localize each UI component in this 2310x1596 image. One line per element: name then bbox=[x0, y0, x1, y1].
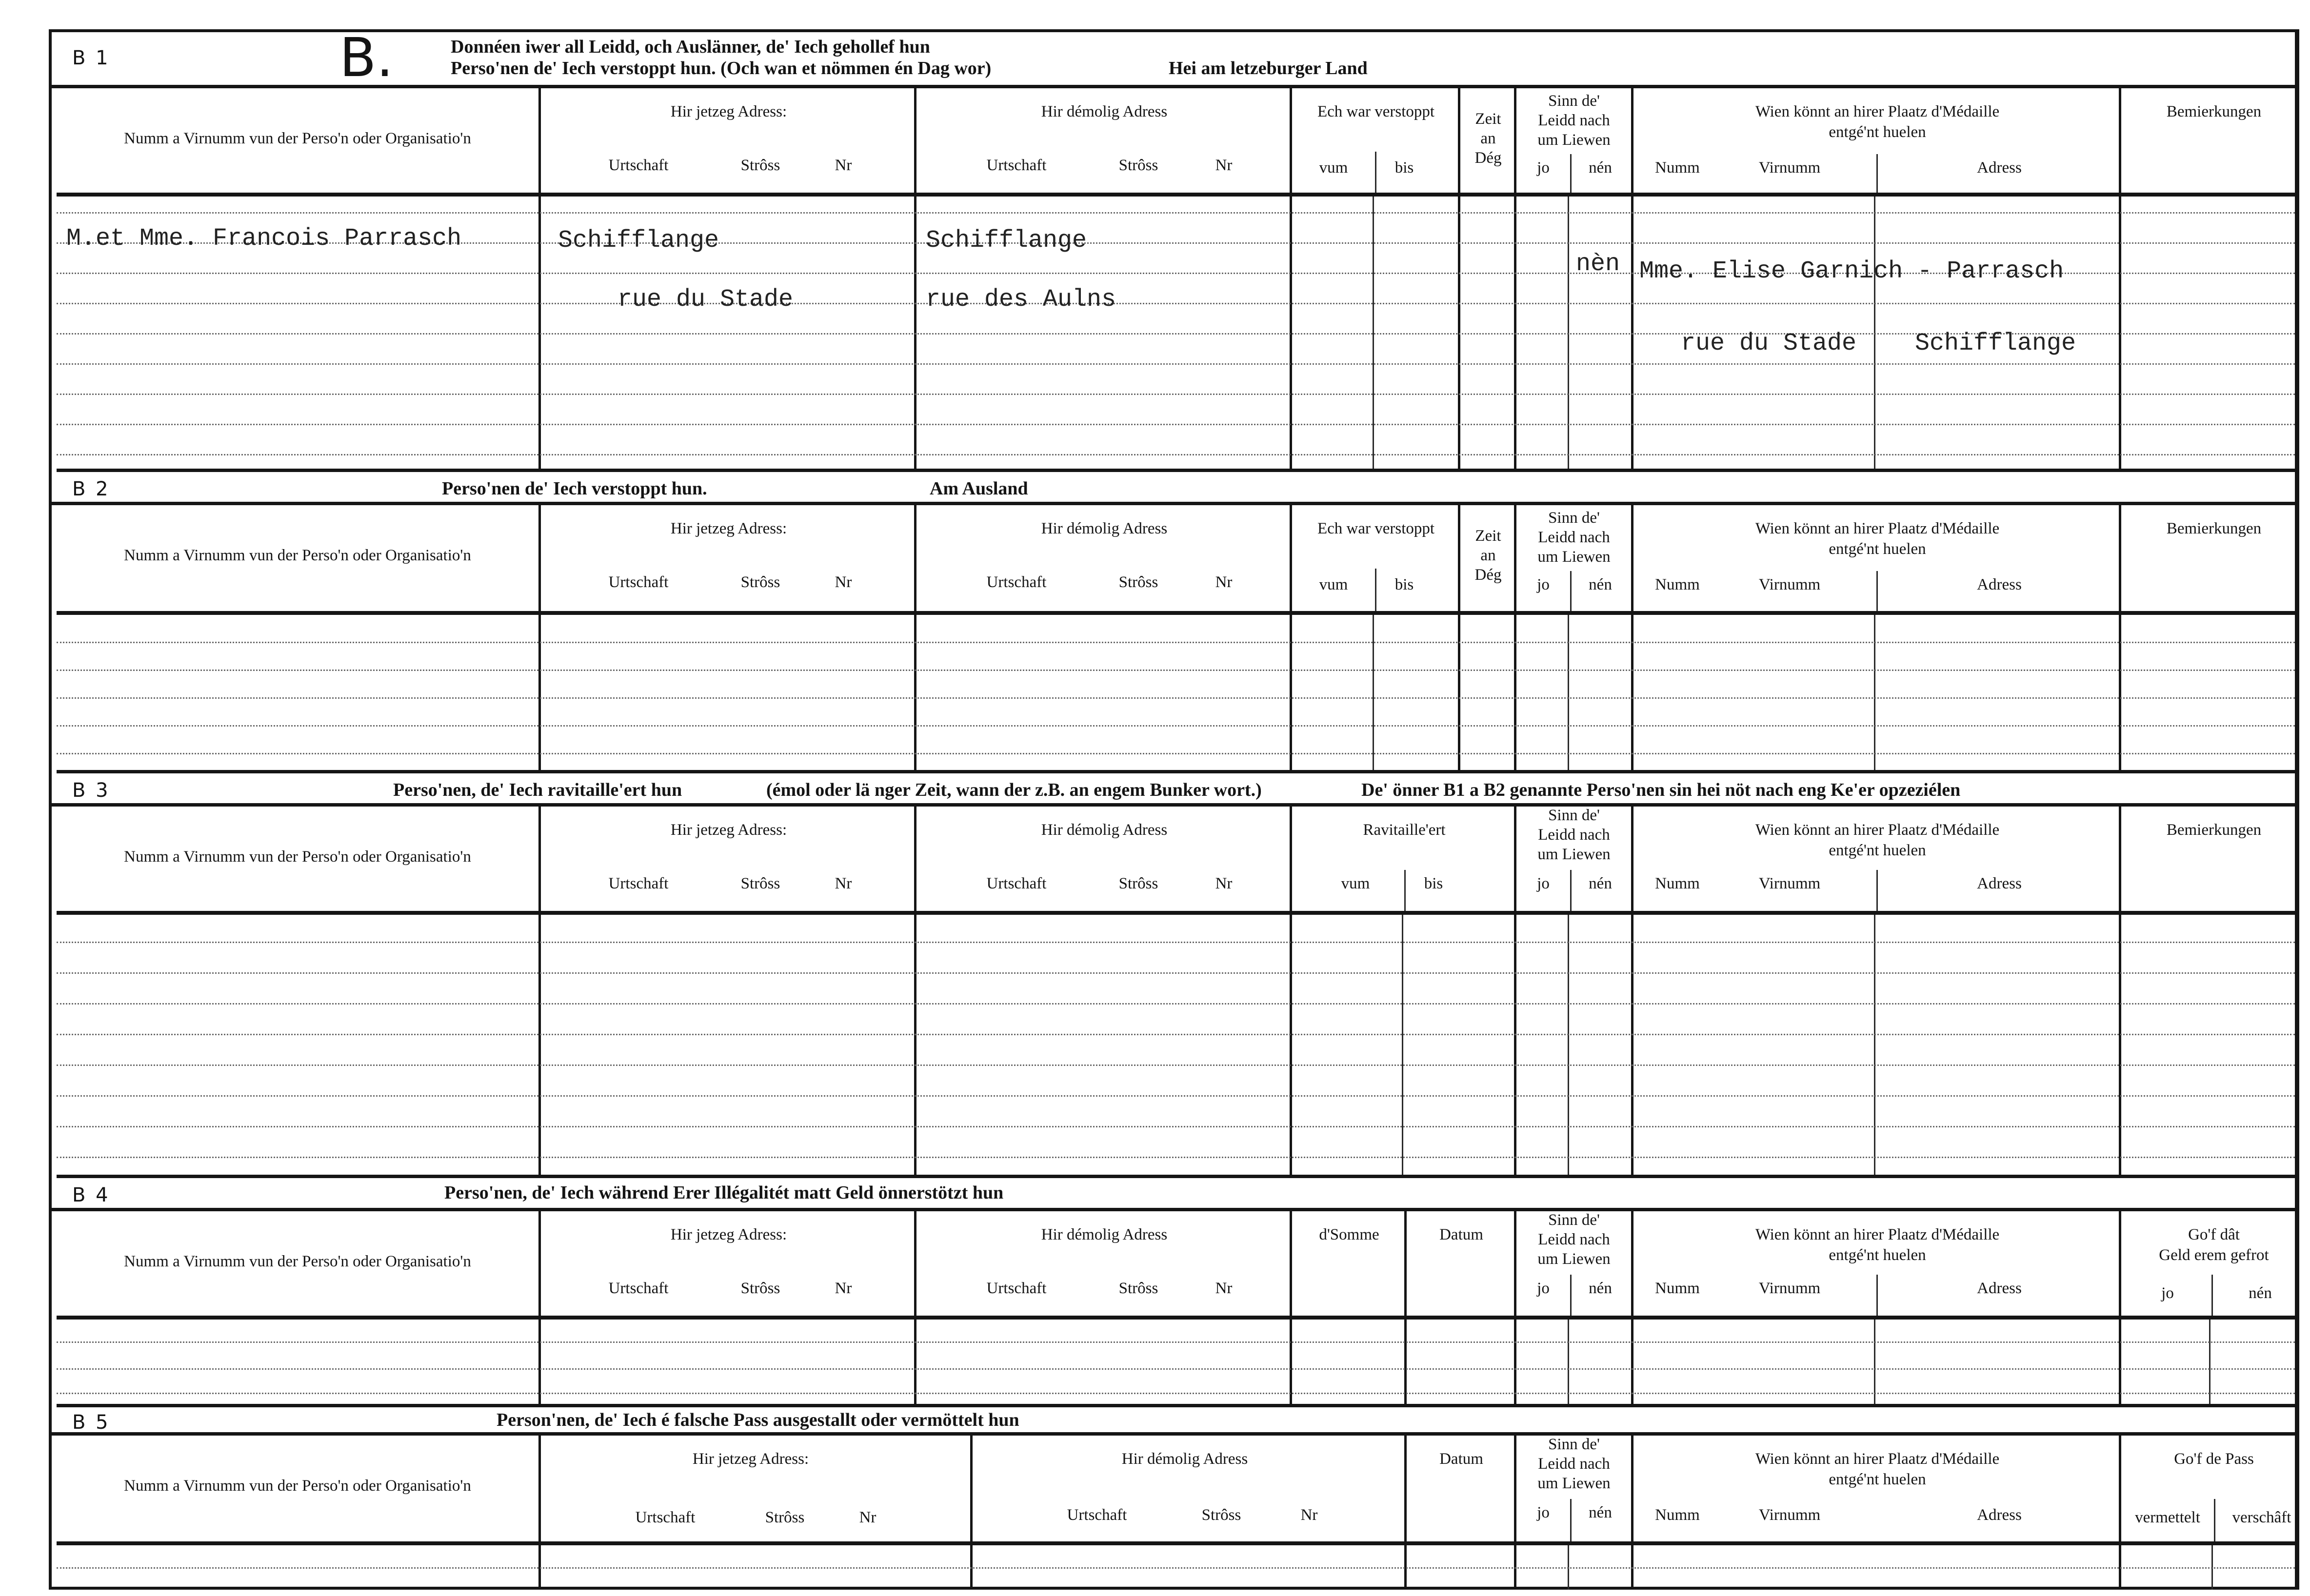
b5-col-pass: Go'f de Pass bbox=[2174, 1450, 2254, 1468]
b1-entry-medal-name: Mme. Elise Garnich - Parrasch bbox=[1639, 257, 2064, 285]
b2-col-current-stross: Strôss bbox=[740, 573, 780, 591]
b4-col-medal-1: Wien könnt an hirer Plaatz d'Médaille bbox=[1755, 1226, 2000, 1243]
b5-heading bbox=[52, 1407, 2295, 1436]
b1-col-medal-virnumm: Virnumm bbox=[1758, 159, 1821, 177]
b1-col-current-stross: Strôss bbox=[740, 157, 780, 174]
b3-col-medal-virnumm: Virnumm bbox=[1758, 875, 1821, 892]
b3-column-header bbox=[57, 807, 2295, 915]
b1-col-bis: bis bbox=[1394, 159, 1414, 177]
b4-col-current-nr: Nr bbox=[835, 1280, 852, 1297]
b5-col-verschaft: verschâft bbox=[2232, 1509, 2291, 1526]
b2-col-medal-2: entgé'nt huelen bbox=[1829, 540, 1926, 558]
b1-col-nen: nén bbox=[1589, 159, 1612, 177]
b1-col-former-address: Hir démolig Adress bbox=[1041, 103, 1168, 120]
b3-col-jo: jo bbox=[1537, 875, 1550, 892]
b1-col-remarks: Bemierkungen bbox=[2166, 103, 2262, 120]
b5-col-former-urtschaft: Urtschaft bbox=[1067, 1506, 1127, 1524]
b1-entry-medal-town: Schifflange bbox=[1915, 330, 2076, 357]
b4-id: B 4 bbox=[72, 1184, 110, 1206]
b1-col-medal-adress: Adress bbox=[1977, 159, 2022, 177]
b1-title-line2: Perso'nen de' Iech verstoppt hun. (Och wan et nömmen én Dag wor) bbox=[451, 58, 992, 79]
b5-col-former-stross: Strôss bbox=[1201, 1506, 1241, 1524]
b5-col-current-address: Hir jetzeg Adress: bbox=[692, 1450, 809, 1468]
b2-col-current-urtschaft: Urtschaft bbox=[608, 573, 669, 591]
b1-col-current-address: Hir jetzeg Adress: bbox=[670, 103, 787, 120]
b2-id: B 2 bbox=[72, 478, 110, 500]
b4-col-geld-nen: nén bbox=[2249, 1284, 2272, 1302]
b4-col-medal-numm: Numm bbox=[1655, 1280, 1700, 1297]
b1-entry-current-street: rue du Stade bbox=[617, 286, 794, 314]
b4-col-former-urtschaft: Urtschaft bbox=[986, 1280, 1047, 1297]
b1-col-alive-3: um Liewen bbox=[1537, 131, 1611, 149]
b1-column-header bbox=[57, 88, 2295, 197]
b1-entry-medal-street: rue du Stade bbox=[1681, 330, 1857, 357]
b2-col-zeit-3: Dég bbox=[1474, 566, 1502, 584]
b4-col-alive-3: um Liewen bbox=[1537, 1250, 1611, 1268]
b2-col-former-stross: Strôss bbox=[1118, 573, 1158, 591]
b3-col-bis: bis bbox=[1424, 875, 1443, 892]
b3-col-medal-1: Wien könnt an hirer Plaatz d'Médaille bbox=[1755, 821, 2000, 839]
b1-col-former-nr: Nr bbox=[1215, 157, 1233, 174]
b1-col-current-urtschaft: Urtschaft bbox=[608, 157, 669, 174]
b2-col-current-address: Hir jetzeg Adress: bbox=[670, 520, 787, 537]
b1-col-former-urtschaft: Urtschaft bbox=[986, 157, 1047, 174]
b3-title-a: Perso'nen, de' Iech ravitaille'ert hun bbox=[393, 780, 682, 800]
b2-col-medal-1: Wien könnt an hirer Plaatz d'Médaille bbox=[1755, 520, 2000, 537]
b3-col-former-address: Hir démolig Adress bbox=[1041, 821, 1168, 839]
b2-col-medal-virnumm: Virnumm bbox=[1758, 576, 1821, 593]
b4-col-alive-1: Sinn de' bbox=[1548, 1211, 1600, 1229]
b2-col-former-urtschaft: Urtschaft bbox=[986, 573, 1047, 591]
b1-col-alive-1: Sinn de' bbox=[1548, 92, 1600, 110]
b2-col-nen: nén bbox=[1589, 576, 1612, 593]
b4-col-current-stross: Strôss bbox=[740, 1280, 780, 1297]
b2-title-where: Am Ausland bbox=[930, 478, 1028, 499]
b3-col-current-nr: Nr bbox=[835, 875, 852, 892]
b4-title: Perso'nen, de' Iech während Erer Illégalitét matt Geld önnerstötzt hun bbox=[444, 1182, 1004, 1203]
b2-col-zeit-2: an bbox=[1480, 547, 1496, 564]
b3-col-alive-1: Sinn de' bbox=[1548, 807, 1600, 824]
b4-col-geld-2: Geld erem gefrot bbox=[2159, 1246, 2269, 1264]
b1-letter: B. bbox=[339, 26, 394, 89]
b5-col-medal-2: entgé'nt huelen bbox=[1829, 1471, 1926, 1488]
b1-col-hidden: Ech war verstoppt bbox=[1317, 103, 1435, 120]
b4-col-former-nr: Nr bbox=[1215, 1280, 1233, 1297]
b3-col-name: Numm a Virnumm vun der Perso'n oder Organisatio'n bbox=[124, 848, 471, 866]
b1-col-medal-numm: Numm bbox=[1655, 159, 1700, 177]
b3-entry-area bbox=[57, 915, 2295, 1178]
b2-col-zeit-1: Zeit bbox=[1475, 527, 1501, 545]
b3-heading bbox=[52, 773, 2295, 807]
b2-title: Perso'nen de' Iech verstoppt hun. bbox=[442, 478, 707, 499]
b2-col-medal-adress: Adress bbox=[1977, 576, 2022, 593]
b2-col-current-nr: Nr bbox=[835, 573, 852, 591]
b2-col-former-address: Hir démolig Adress bbox=[1041, 520, 1168, 537]
b5-col-current-nr: Nr bbox=[859, 1509, 876, 1526]
b4-col-former-address: Hir démolig Adress bbox=[1041, 1226, 1168, 1243]
b1-col-alive-2: Leidd nach bbox=[1538, 112, 1610, 129]
b4-col-alive-2: Leidd nach bbox=[1538, 1231, 1610, 1248]
b5-col-current-urtschaft: Urtschaft bbox=[635, 1509, 696, 1526]
b1-entry-area bbox=[57, 197, 2295, 472]
b2-column-header bbox=[57, 505, 2295, 615]
b3-col-current-stross: Strôss bbox=[740, 875, 780, 892]
b4-heading bbox=[52, 1178, 2295, 1211]
b5-col-medal-adress: Adress bbox=[1977, 1506, 2022, 1524]
b1-col-vum: vum bbox=[1319, 159, 1348, 177]
b2-col-former-nr: Nr bbox=[1215, 573, 1233, 591]
b1-entry-alive-nen: nèn bbox=[1576, 250, 1620, 278]
b3-id: B 3 bbox=[72, 779, 110, 802]
b3-col-ravitaillert: Ravitaille'ert bbox=[1363, 821, 1446, 839]
b3-title-b: (émol oder lä nger Zeit, wann der z.B. an engem Bunker wort.) bbox=[766, 780, 1262, 800]
b3-col-former-urtschaft: Urtschaft bbox=[986, 875, 1047, 892]
b4-col-geld-1: Go'f dât bbox=[2188, 1226, 2240, 1243]
b5-col-former-nr: Nr bbox=[1300, 1506, 1318, 1524]
b1-title-line1: Donnéen iwer all Leidd, och Auslänner, de' Iech gehollef hun bbox=[451, 37, 930, 57]
b5-col-alive-1: Sinn de' bbox=[1548, 1436, 1600, 1453]
b1-entry-former-street: rue des Aulns bbox=[926, 286, 1116, 314]
b2-col-medal-numm: Numm bbox=[1655, 576, 1700, 593]
b1-entry-former-town: Schifflange bbox=[926, 227, 1087, 255]
b1-col-medal-2: entgé'nt huelen bbox=[1829, 123, 1926, 141]
b4-entry-area bbox=[57, 1320, 2295, 1407]
b5-col-former-address: Hir démolig Adress bbox=[1121, 1450, 1248, 1468]
b5-col-alive-2: Leidd nach bbox=[1538, 1455, 1610, 1473]
b4-column-header bbox=[57, 1211, 2295, 1320]
b1-id: B 1 bbox=[72, 47, 110, 69]
b1-col-zeit-1: Zeit bbox=[1475, 110, 1501, 128]
b1-col-zeit-2: an bbox=[1480, 130, 1496, 147]
b3-col-alive-3: um Liewen bbox=[1537, 846, 1611, 863]
b2-col-jo: jo bbox=[1537, 576, 1550, 593]
b3-title-c: De' önner B1 a B2 genannte Perso'nen sin hei nöt nach eng Ke'er opzeziélen bbox=[1361, 780, 1961, 800]
b5-col-alive-3: um Liewen bbox=[1537, 1475, 1611, 1492]
b4-col-medal-2: entgé'nt huelen bbox=[1829, 1246, 1926, 1264]
b5-entry-area bbox=[57, 1545, 2295, 1590]
b4-col-current-address: Hir jetzeg Adress: bbox=[670, 1226, 787, 1243]
b5-title: Person'nen, de' Iech é falsche Pass ausgestallt oder vermöttelt hun bbox=[497, 1410, 1019, 1430]
b1-title-where: Hei am letzeburger Land bbox=[1169, 58, 1368, 79]
b2-entry-area bbox=[57, 615, 2295, 773]
b1-col-former-stross: Strôss bbox=[1118, 157, 1158, 174]
b4-col-geld-jo: jo bbox=[2161, 1284, 2174, 1302]
b1-col-medal-1: Wien könnt an hirer Plaatz d'Médaille bbox=[1755, 103, 2000, 120]
b2-col-alive-2: Leidd nach bbox=[1538, 529, 1610, 546]
b4-col-name: Numm a Virnumm vun der Perso'n oder Organisatio'n bbox=[124, 1253, 471, 1270]
b3-col-alive-2: Leidd nach bbox=[1538, 826, 1610, 844]
b2-col-name: Numm a Virnumm vun der Perso'n oder Organisatio'n bbox=[124, 547, 471, 564]
b4-col-current-urtschaft: Urtschaft bbox=[608, 1280, 669, 1297]
b5-col-nen: nén bbox=[1589, 1504, 1612, 1521]
b5-col-medal-virnumm: Virnumm bbox=[1758, 1506, 1821, 1524]
b3-col-current-address: Hir jetzeg Adress: bbox=[670, 821, 787, 839]
b1-heading bbox=[52, 26, 2295, 89]
b4-col-medal-virnumm: Virnumm bbox=[1758, 1280, 1821, 1297]
b2-col-alive-3: um Liewen bbox=[1537, 548, 1611, 566]
b3-col-medal-adress: Adress bbox=[1977, 875, 2022, 892]
form-frame bbox=[49, 26, 2299, 1590]
b4-col-medal-adress: Adress bbox=[1977, 1280, 2022, 1297]
b3-col-former-nr: Nr bbox=[1215, 875, 1233, 892]
b2-col-alive-1: Sinn de' bbox=[1548, 509, 1600, 527]
b3-col-current-urtschaft: Urtschaft bbox=[608, 875, 669, 892]
b3-col-medal-2: entgé'nt huelen bbox=[1829, 842, 1926, 859]
b5-col-medal-1: Wien könnt an hirer Plaatz d'Médaille bbox=[1755, 1450, 2000, 1468]
b3-col-remarks: Bemierkungen bbox=[2166, 821, 2262, 839]
b2-heading bbox=[52, 472, 2295, 505]
b5-column-header bbox=[57, 1436, 2295, 1545]
b2-col-bis: bis bbox=[1394, 576, 1414, 593]
b2-col-remarks: Bemierkungen bbox=[2166, 520, 2262, 537]
b1-col-jo: jo bbox=[1537, 159, 1550, 177]
b5-col-medal-numm: Numm bbox=[1655, 1506, 1700, 1524]
b2-col-hidden: Ech war verstoppt bbox=[1317, 520, 1435, 537]
b4-col-former-stross: Strôss bbox=[1118, 1280, 1158, 1297]
b3-col-vum: vum bbox=[1341, 875, 1370, 892]
b3-col-nen: nén bbox=[1589, 875, 1612, 892]
b4-col-somme: d'Somme bbox=[1319, 1226, 1379, 1243]
b5-col-current-stross: Strôss bbox=[765, 1509, 805, 1526]
b3-col-medal-numm: Numm bbox=[1655, 875, 1700, 892]
b3-col-former-stross: Strôss bbox=[1118, 875, 1158, 892]
b1-entry-current-town: Schifflange bbox=[558, 227, 719, 255]
b5-col-vermettelt: vermettelt bbox=[2135, 1509, 2200, 1526]
b1-entry-name: M.et Mme. Francois Parrasch bbox=[66, 225, 462, 253]
b4-col-jo: jo bbox=[1537, 1280, 1550, 1297]
b1-col-name: Numm a Virnumm vun der Perso'n oder Organisatio'n bbox=[124, 130, 471, 147]
b4-col-nen: nén bbox=[1589, 1280, 1612, 1297]
b4-col-datum: Datum bbox=[1439, 1226, 1483, 1243]
b5-col-name: Numm a Virnumm vun der Perso'n oder Organisatio'n bbox=[124, 1477, 471, 1495]
b2-col-vum: vum bbox=[1319, 576, 1348, 593]
b5-col-datum: Datum bbox=[1439, 1450, 1483, 1468]
b5-id: B 5 bbox=[72, 1411, 110, 1434]
b1-col-current-nr: Nr bbox=[835, 157, 852, 174]
b1-col-zeit-3: Dég bbox=[1474, 149, 1502, 167]
b5-col-jo: jo bbox=[1537, 1504, 1550, 1521]
